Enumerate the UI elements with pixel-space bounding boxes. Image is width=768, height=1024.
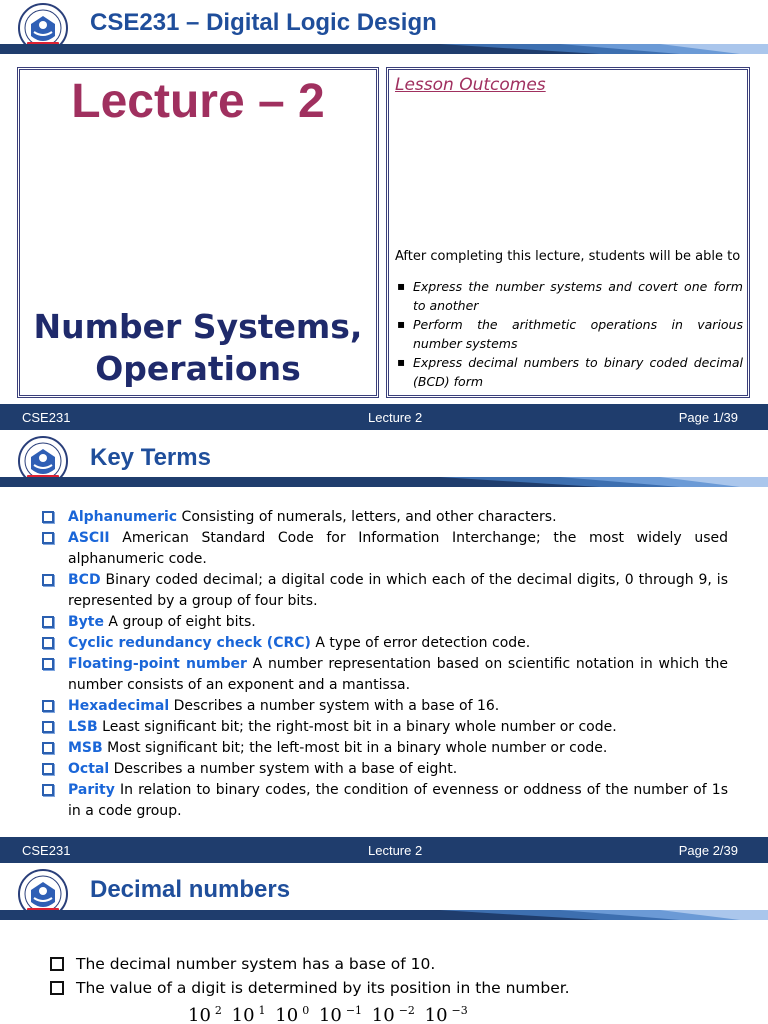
key-term-item	[40, 570, 728, 612]
header-bar	[0, 477, 768, 487]
power-base: 10	[371, 1005, 395, 1024]
lecture-topic	[20, 306, 376, 390]
key-term-item	[40, 633, 728, 654]
section-title: Key Terms	[90, 444, 211, 471]
power-term	[372, 1005, 415, 1024]
power-exponent: −2	[398, 1004, 415, 1017]
section-title: Decimal numbers	[90, 876, 291, 903]
checkbox-bullet-icon	[42, 721, 54, 733]
term-definition: In relation to binary codes, the condition of evenness or oddness of the number of 1s in a code group.	[68, 782, 728, 819]
checkbox-bullet-icon	[50, 981, 64, 995]
decimal-point-text: The decimal number system has a base of 10.	[76, 955, 436, 973]
key-term-item	[40, 780, 728, 822]
lecture-title: Lecture – 2	[71, 75, 325, 128]
term-name: Octal	[68, 761, 110, 777]
power-exponent: 0	[302, 1004, 310, 1017]
term-name: Hexadecimal	[68, 698, 170, 714]
term-definition: Consisting of numerals, letters, and other characters.	[177, 509, 557, 525]
decimal-point-text: The value of a digit is determined by its position in the number.	[76, 979, 570, 997]
power-term	[188, 1005, 222, 1024]
outcomes-list	[395, 277, 743, 391]
key-term-item	[40, 507, 728, 528]
checkbox-bullet-icon	[42, 511, 54, 523]
checkbox-bullet-icon	[50, 957, 64, 971]
term-name: MSB	[68, 740, 103, 756]
slide-footer	[0, 404, 768, 430]
power-base: 10	[231, 1005, 255, 1024]
term-name: Cyclic redundancy check (CRC)	[68, 635, 311, 651]
footer-lecture: Lecture 2	[368, 843, 423, 858]
term-definition: A number representation based on scientific notation in which the number consists of an exponent and a mantissa.	[68, 656, 728, 693]
term-name: Byte	[68, 614, 104, 630]
key-term-item	[40, 759, 728, 780]
term-definition: Binary coded decimal; a digital code in which each of the decimal digits, 0 through 9, is represented by a group of four bits.	[68, 572, 728, 609]
outcome-item: ▪ Perform the arithmetic operations in various number systems	[395, 315, 743, 353]
footer-page: Page 1/39	[678, 410, 738, 425]
topic-line: Number Systems,	[33, 307, 363, 346]
checkbox-bullet-icon	[42, 700, 54, 712]
place-value-powers	[188, 1004, 472, 1024]
term-name: LSB	[68, 719, 98, 735]
decimal-point-item	[48, 976, 728, 1000]
power-exponent: −3	[451, 1004, 468, 1017]
slide-2	[0, 433, 768, 863]
term-definition: A type of error detection code.	[310, 635, 531, 651]
key-term-item	[40, 528, 728, 570]
term-definition: Most significant bit; the left-most bit in a binary whole number or code.	[102, 740, 608, 756]
power-exponent: 1	[258, 1004, 266, 1017]
header-bar	[0, 44, 768, 54]
outcomes-heading: Lesson Outcomes	[395, 75, 546, 95]
power-base: 10	[424, 1005, 448, 1024]
slide-footer	[0, 837, 768, 863]
term-name: Alphanumeric	[68, 509, 178, 525]
course-title: CSE231 – Digital Logic Design	[90, 9, 437, 36]
checkbox-bullet-icon	[42, 574, 54, 586]
key-term-item	[40, 738, 728, 759]
footer-course: CSE231	[22, 410, 71, 425]
power-base: 10	[275, 1005, 299, 1024]
checkbox-bullet-icon	[42, 637, 54, 649]
term-definition: Describes a number system with a base of eight.	[109, 761, 458, 777]
slide-3	[0, 866, 768, 1024]
footer-lecture: Lecture 2	[368, 410, 423, 425]
term-name: Floating-point number	[68, 656, 247, 672]
outcomes-intro: After completing this lecture, students will be able to	[395, 249, 741, 264]
key-term-item	[40, 654, 728, 696]
lecture-title-box	[17, 67, 379, 398]
outcome-item: ▪ Express decimal numbers to binary coded decimal (BCD) form	[395, 353, 743, 391]
power-term	[319, 1005, 362, 1024]
power-exponent: 2	[214, 1004, 222, 1017]
topic-line: Operations	[95, 349, 301, 388]
decimal-points-list	[48, 952, 728, 1000]
checkbox-bullet-icon	[42, 658, 54, 670]
checkbox-bullet-icon	[42, 742, 54, 754]
power-base: 10	[188, 1005, 211, 1024]
checkbox-bullet-icon	[42, 763, 54, 775]
power-exponent: −1	[345, 1004, 363, 1017]
term-definition: A group of eight bits.	[103, 614, 256, 630]
term-name: Parity	[68, 782, 115, 798]
outcome-item: ▪ Express the number systems and covert one form to another	[395, 277, 743, 315]
key-terms-list	[40, 507, 728, 822]
checkbox-bullet-icon	[42, 784, 54, 796]
term-definition: American Standard Code for Information Interchange; the most widely used alphanumeric code.	[68, 530, 728, 567]
term-definition: Least significant bit; the right-most bit in a binary whole number or code.	[97, 719, 617, 735]
key-term-item	[40, 612, 728, 633]
term-name: BCD	[68, 572, 101, 588]
power-term	[232, 1005, 266, 1024]
header-bar	[0, 910, 768, 920]
power-base: 10	[318, 1005, 342, 1024]
power-term	[425, 1005, 468, 1024]
lesson-outcomes-box	[386, 67, 750, 398]
footer-page: Page 2/39	[678, 843, 738, 858]
checkbox-bullet-icon	[42, 616, 54, 628]
term-definition: Describes a number system with a base of 16.	[169, 698, 500, 714]
slide-1	[0, 0, 768, 430]
key-term-item	[40, 696, 728, 717]
power-term	[275, 1005, 309, 1024]
footer-course: CSE231	[22, 843, 71, 858]
term-name: ASCII	[68, 530, 110, 546]
checkbox-bullet-icon	[42, 532, 54, 544]
key-term-item	[40, 717, 728, 738]
decimal-point-item	[48, 952, 728, 976]
